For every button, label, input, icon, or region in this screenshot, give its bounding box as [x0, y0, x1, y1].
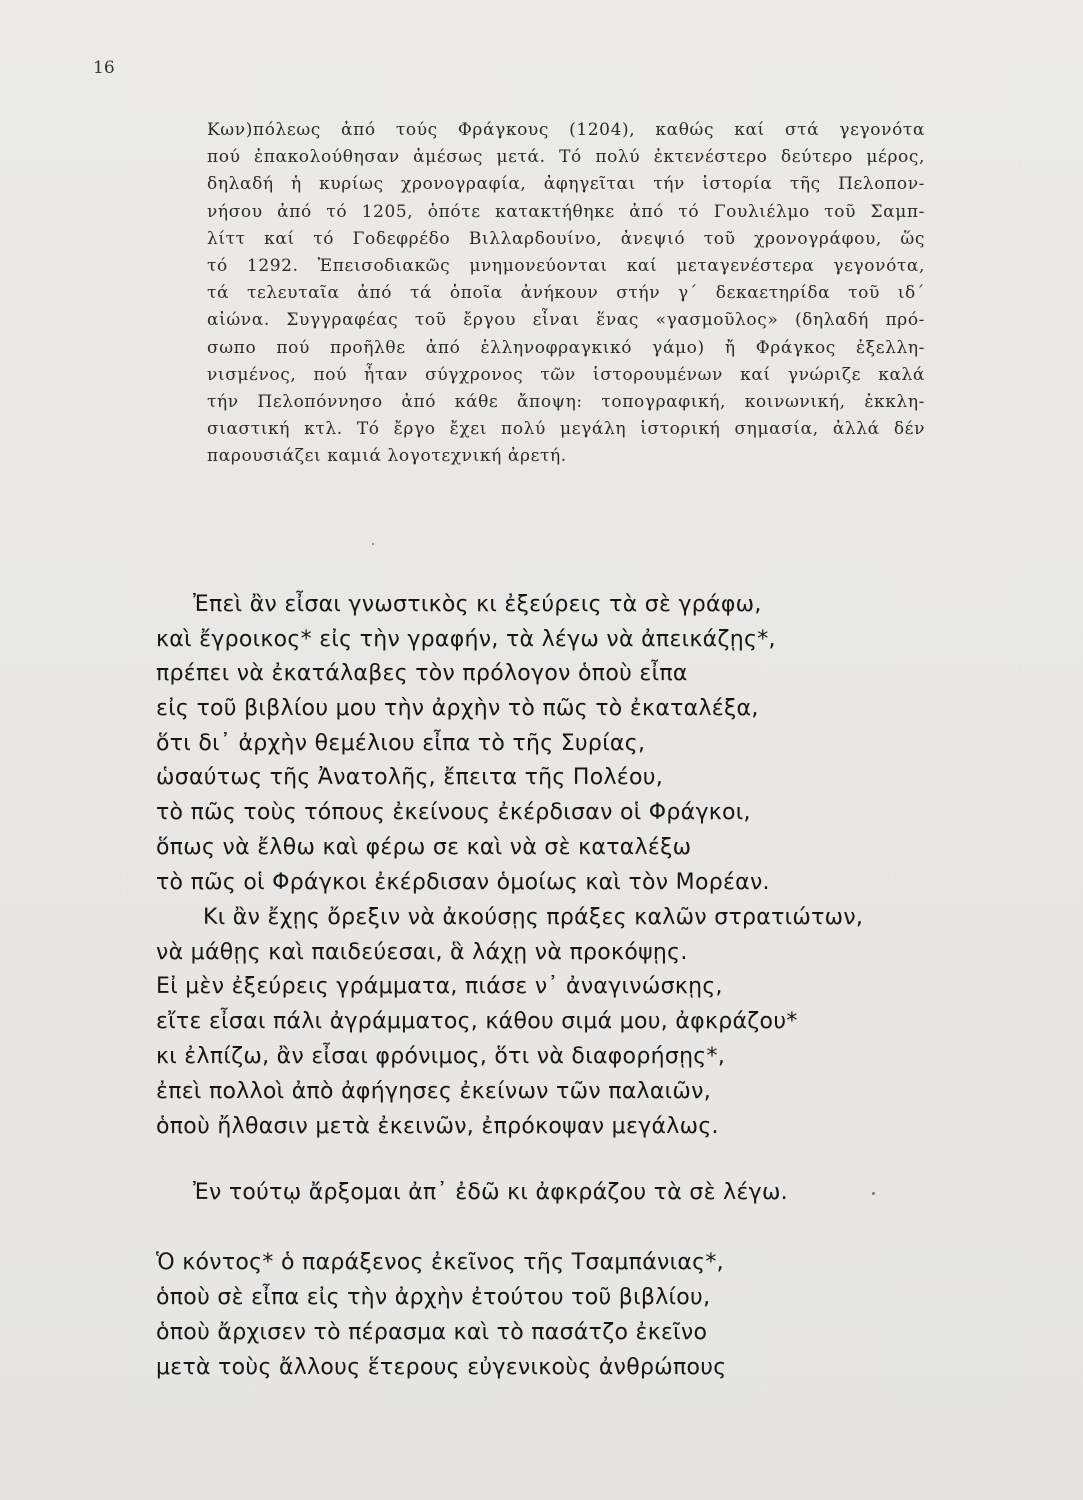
- verse-line: Ὁ κόντος* ὁ παράξενος ἐκεῖνος τῆς Τσαμπάνιας*,: [156, 1250, 724, 1275]
- prose-line: παρουσιάζει καμιά λογοτεχνική ἀρετή.: [207, 446, 567, 467]
- prose-line: σιαστική κτλ. Τό ἔργο ἔχει πολύ μεγάλη ἱστορική σημασία, ἀλλά δέν: [207, 419, 925, 440]
- verse-line: ὁποὺ ἄρχισεν τὸ πέρασμα καὶ τὸ πασάτζο ἐκεῖνο: [156, 1320, 708, 1345]
- verse-line: ὅπως νὰ ἔλθω καὶ φέρω σε καὶ νὰ σὲ καταλέξω: [156, 835, 692, 860]
- verse-line: τὸ πῶς τοὺς τόπους ἐκείνους ἐκέρδισαν οἱ Φράγκοι,: [156, 800, 751, 825]
- prose-line: αἰώνα. Συγγραφέας τοῦ ἔργου εἶναι ἕνας «γασμοῦλος» (δηλαδή πρό-: [207, 310, 925, 331]
- prose-line: νισμένος, πού ἦταν σύγχρονος τῶν ἱστορουμένων καί γνώριζε καλά: [207, 364, 925, 385]
- verse-line: καὶ ἔγροικος* εἰς τὴν γραφήν, τὰ λέγω νὰ ἀπεικάζῃς*,: [156, 627, 776, 652]
- verse-line: μετὰ τοὺς ἄλλους ἕτερους εὐγενικοὺς ἀνθρώπους: [156, 1355, 727, 1380]
- prose-line: λίττ καί τό Γοδεφρέδο Βιλλαρδουίνο, ἀνεψιό τοῦ χρονογράφου, ὥς: [207, 228, 925, 249]
- verse-line: Ἐν τούτῳ ἄρξομαι ἀπ᾽ ἐδῶ κι ἀφκράζου τὰ σὲ λέγω.: [193, 1180, 788, 1205]
- prose-line: τήν Πελοπόννησο ἀπό κάθε ἄποψη: τοπογραφική, κοινωνική, ἐκκλη-: [207, 391, 925, 412]
- page-number: 16: [93, 58, 115, 78]
- print-speck: [872, 1192, 875, 1195]
- prose-line: δηλαδή ἡ κυρίως χρονογραφία, ἀφηγεῖται τήν ἱστορία τῆς Πελοπον-: [207, 174, 925, 195]
- prose-line: Κων)πόλεως ἀπό τούς Φράγκους (1204), καθώς καί στά γεγονότα: [207, 120, 925, 140]
- verse-line: εἰς τοῦ βιβλίου μου τὴν ἀρχὴν τὸ πῶς τὸ ἐκαταλέξα,: [156, 696, 759, 721]
- verse-line: ὁποὺ σὲ εἶπα εἰς τὴν ἀρχὴν ἐτούτου τοῦ βιβλίου,: [156, 1285, 711, 1310]
- verse-line: ὅτι δι᾽ ἀρχὴν θεμέλιου εἶπα τὸ τῆς Συρίας,: [156, 731, 646, 756]
- prose-line: τά τελευταῖα ἀπό τά ὁποῖα ἀνήκουν στήν γ΄ δεκαετηρίδα τοῦ ιδ΄: [207, 283, 925, 304]
- verse-line: εἴτε εἶσαι πάλι ἀγράμματος, κάθου σιμά μου, ἀφκράζου*: [156, 1009, 798, 1034]
- verse-line: Ἐπεὶ ἂν εἶσαι γνωστικὸς κι ἐξεύρεις τὰ σὲ γράφω,: [193, 592, 762, 617]
- verse-line: ὡσαύτως τῆς Ἀνατολῆς, ἔπειτα τῆς Πολέου,: [156, 765, 664, 790]
- verse-line: Εἰ μὲν ἐξεύρεις γράμματα, πιάσε ν᾽ ἀναγινώσκῃς,: [156, 974, 723, 999]
- verse-line: τὸ πῶς οἱ Φράγκοι ἐκέρδισαν ὁμοίως καὶ τὸν Μορέαν.: [156, 870, 770, 895]
- verse-line: ὁποὺ ἤλθασιν μετὰ ἐκεινῶν, ἐπρόκοψαν μεγάλως.: [156, 1114, 719, 1139]
- verse-line: κι ἐλπίζω, ἂν εἶσαι φρόνιμος, ὅτι νὰ διαφορήσῃς*,: [156, 1044, 726, 1069]
- print-speck: [372, 543, 374, 545]
- verse-line: Κι ἂν ἔχῃς ὄρεξιν νὰ ἀκούσῃς πράξες καλῶν στρατιώτων,: [203, 905, 864, 930]
- prose-line: νήσου ἀπό τό 1205, ὁπότε κατακτήθηκε ἀπό τό Γουλιέλμο τοῦ Σαμπ-: [207, 201, 925, 222]
- prose-line: σωπο πού προῆλθε ἀπό ἑλληνοφραγκικό γάμο) ἤ Φράγκος ἐξελλη-: [207, 337, 925, 358]
- verse-line: ἐπεὶ πολλοὶ ἀπὸ ἀφήγησες ἐκείνων τῶν παλαιῶν,: [156, 1079, 712, 1104]
- verse-line: νὰ μάθῃς καὶ παιδεύεσαι, ἃ λάχῃ νὰ προκόψῃς.: [156, 940, 688, 965]
- prose-line: τό 1292. Ἐπεισοδιακῶς μνημονεύονται καί μεταγενέστερα γεγονότα,: [207, 255, 925, 276]
- introduction-paragraph: [207, 117, 925, 470]
- verse-line: πρέπει νὰ ἐκατάλαβες τὸν πρόλογον ὁποὺ εἶπα: [156, 661, 688, 686]
- prose-line: πού ἐπακολούθησαν ἀμέσως μετά. Τό πολύ ἐκτενέστερο δεύτερο μέρος,: [207, 147, 925, 168]
